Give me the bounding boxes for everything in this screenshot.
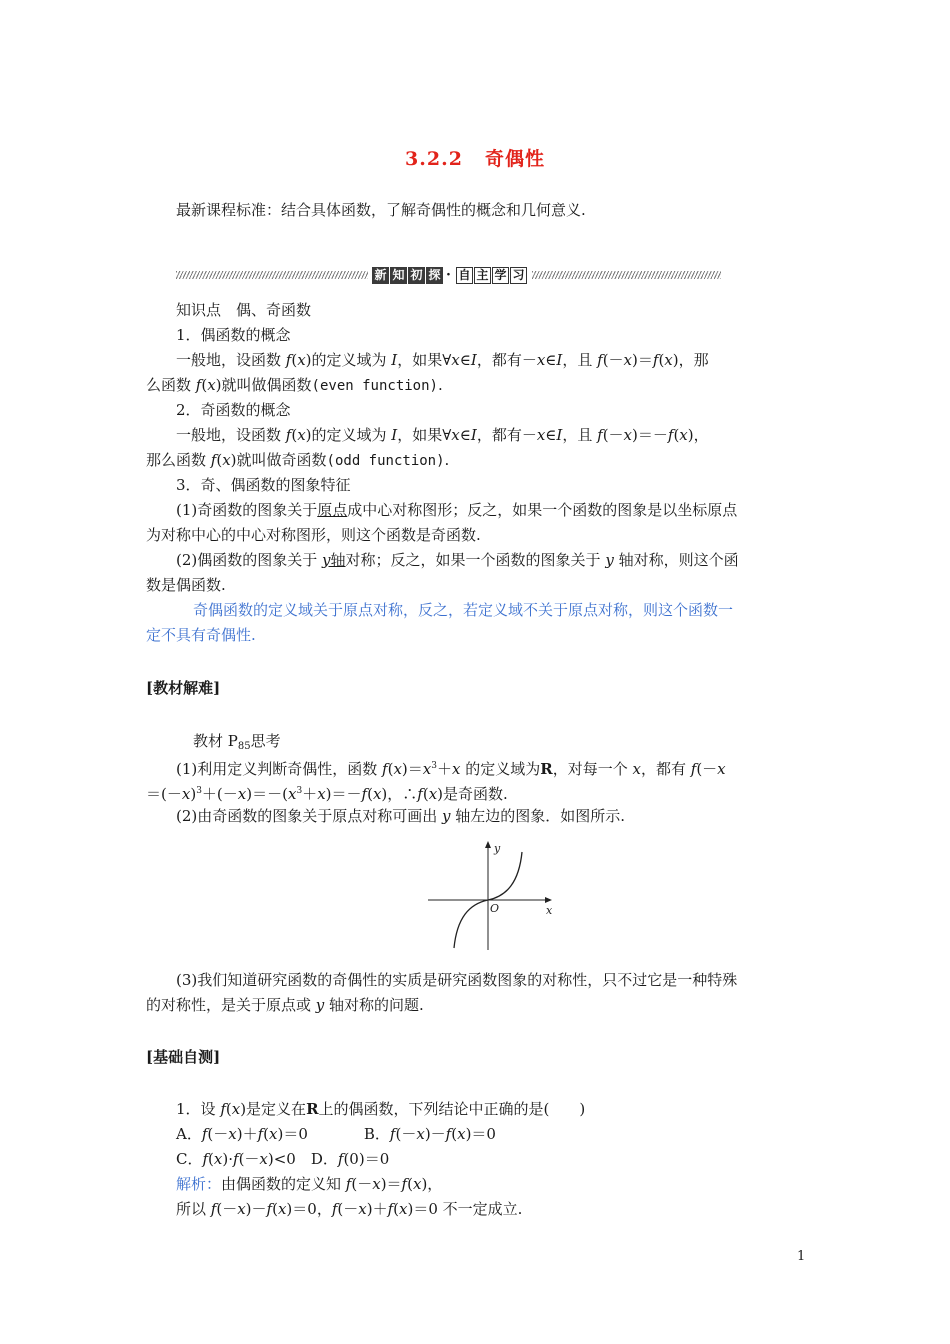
banner-hatch-left [176, 271, 368, 279]
title-text: 奇偶性 [484, 148, 545, 170]
banner-char: 知 [390, 267, 407, 284]
page-title [0, 144, 950, 171]
s3-p2-line1: (2)偶函数的图象关于 y轴对称；反之，如果一个函数的图象关于 y 轴对称，则这个函 [176, 551, 739, 569]
banner-tag-right [456, 266, 527, 284]
tb-p1-line2: $=(-x)^3+(-x)=-(x^3+x)=-f(x)$，∴f(x)是奇函数. [146, 785, 508, 803]
tb-p1-line1: (1)利用定义判断奇偶性，函数 $f(x)=x^3+x$ 的定义域为R，对每一个 x，都有 f(－x [176, 760, 726, 778]
s2-title: 2．奇函数的概念 [176, 401, 291, 419]
note-line1: 奇偶函数的定义域关于原点对称，反之，若定义域不关于原点对称，则这个函数一 [193, 601, 734, 619]
s1-title: 1．偶函数的概念 [176, 326, 291, 344]
banner-char: 初 [408, 267, 425, 284]
s1-line2: 么函数 f(x)就叫做偶函数(even function). [146, 376, 443, 394]
q1-options-cd: C．f(x)·f(－x)<0 D．f(0)＝0 [176, 1150, 390, 1168]
textbook-heading: [教材解难] [146, 679, 221, 697]
s3-p2-line2: 数是偶函数. [146, 576, 226, 594]
note-line2: 定不具有奇偶性. [146, 626, 256, 644]
s1-line1: 一般地，设函数 f(x)的定义域为 I，如果∀x∈I，都有－x∈I，且 f(－x)＝f(x)，那 [176, 351, 709, 369]
section-banner [176, 266, 721, 284]
banner-tag-left [372, 266, 443, 284]
y-axis-arrow [485, 841, 491, 848]
origin-label: O [490, 902, 500, 915]
banner-char: 学 [492, 267, 509, 284]
banner-hatch-right [532, 271, 721, 279]
tb-p3-line1: (3)我们知道研究函数的奇偶性的实质是研究函数图象的对称性，只不过它是一种特殊 [176, 971, 738, 989]
banner-separator: · [446, 267, 451, 283]
banner-char: 新 [372, 267, 389, 284]
page-number: 1 [797, 1249, 806, 1264]
knowledge-heading: 知识点 偶、奇函数 [176, 301, 312, 319]
tb-p3-line2: 的对称性，是关于原点或 y 轴对称的问题. [146, 996, 424, 1014]
banner-char: 探 [426, 267, 443, 284]
title-number: 3.2.2 [405, 148, 463, 170]
q1-stem: 1．设 f(x)是定义在R上的偶函数，下列结论中正确的是( ) [176, 1100, 586, 1118]
s3-p1-line2: 为对称中心的中心对称图形，则这个函数是奇函数. [146, 526, 481, 544]
answer-label: 解析： [176, 1175, 222, 1193]
s3-p1-line1: (1)奇函数的图象关于原点成中心对称图形；反之，如果一个函数的图象是以坐标原点 [176, 501, 738, 519]
s2-line1: 一般地，设函数 f(x)的定义域为 I，如果∀x∈I，都有－x∈I，且 f(－x)＝－f(x)， [176, 426, 709, 444]
x-axis-arrow [545, 897, 552, 903]
s2-line2: 那么函数 f(x)就叫做奇函数(odd function). [146, 451, 450, 469]
q1-answer-line1: 解析：由偶函数的定义知 f(－x)＝f(x)， [176, 1175, 443, 1193]
q1-options-ab: A．f(－x)＋f(x)＝0 B．f(－x)－f(x)＝0 [176, 1125, 496, 1143]
selftest-heading: [基础自测] [146, 1048, 221, 1066]
banner-char: 习 [510, 267, 527, 284]
y-axis-label: y [494, 842, 501, 855]
banner-char: 自 [456, 267, 473, 284]
q1-answer-line2: 所以 f(－x)－f(x)＝0，f(－x)＋f(x)＝0 不一定成立. [176, 1200, 523, 1218]
textbook-ref: 教材 $P_{85}$思考 [193, 732, 281, 752]
course-standard: 最新课程标准：结合具体函数，了解奇偶性的概念和几何意义. [176, 201, 586, 219]
tb-p2: (2)由奇函数的图象关于原点对称可画出 y 轴左边的图象．如图所示. [176, 807, 626, 825]
x-axis-label: x [546, 904, 553, 917]
s3-title: 3．奇、偶函数的图象特征 [176, 476, 351, 494]
odd-function-graph [424, 838, 556, 954]
banner-char: 主 [474, 267, 491, 284]
